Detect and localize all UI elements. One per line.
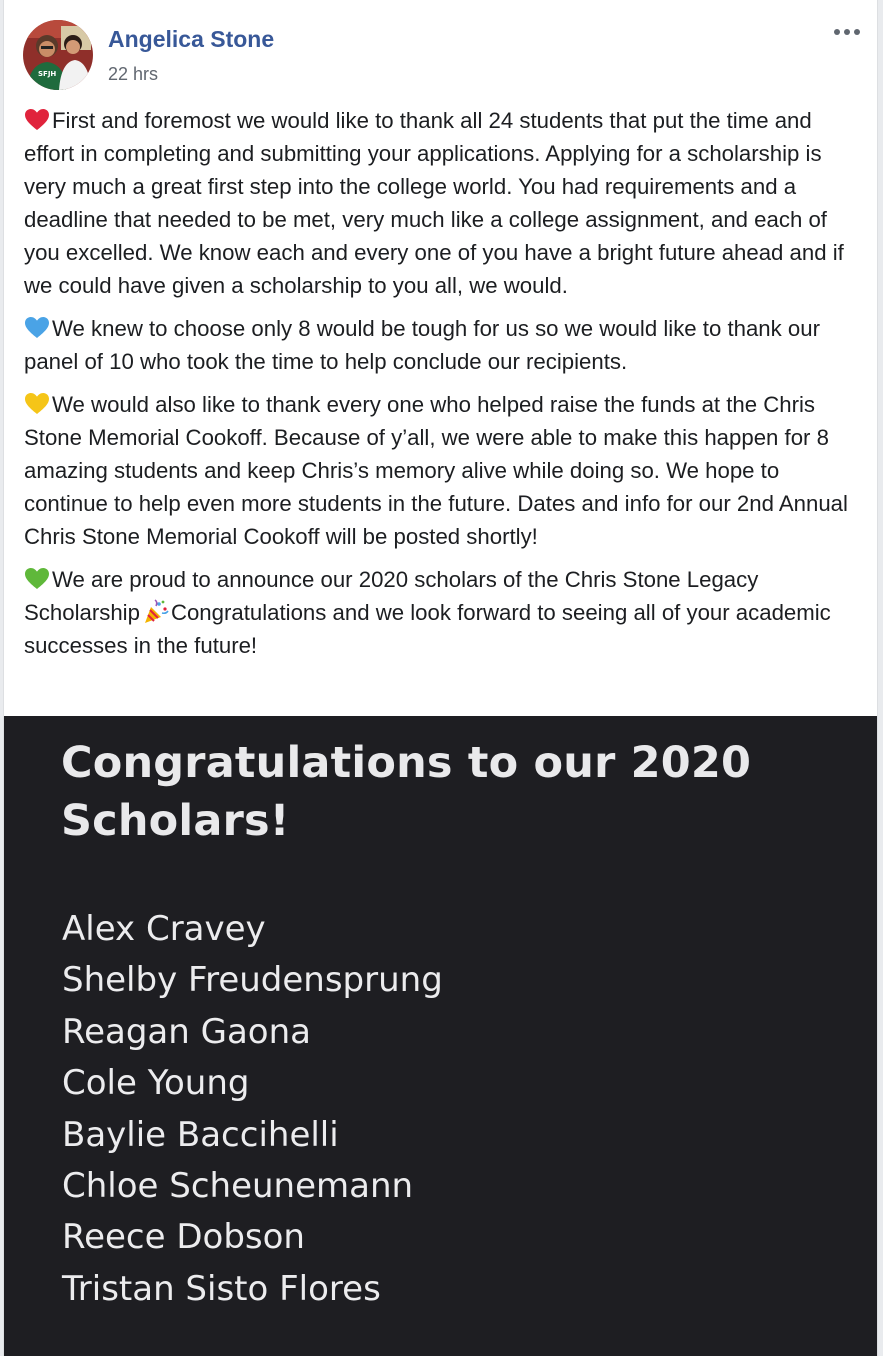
post-paragraph: [24, 563, 861, 662]
post-text: [4, 100, 877, 662]
post-paragraph: [24, 104, 861, 302]
green-heart-icon: [24, 567, 50, 591]
scholar-name: Shelby Freudensprung: [62, 960, 443, 1001]
avatar-photo-icon: [23, 20, 93, 90]
post-paragraph: [24, 388, 861, 553]
scholar-name: Chloe Scheunemann: [62, 1166, 414, 1207]
scholar-name: Cole Young: [62, 1063, 250, 1104]
red-heart-icon: [24, 108, 50, 132]
paragraph-text: We are proud to announce our 2020 scholars of the Chris Stone Legacy Scholarship: [24, 567, 759, 625]
scholar-name: Tristan Sisto Flores: [62, 1268, 381, 1309]
photo-heading: Congratulations to our 2020 Scholars!: [61, 738, 752, 846]
paragraph-text: We knew to choose only 8 would be tough for us so we would like to thank our panel of 10 who took the time to help conclude our recipients.: [24, 316, 820, 374]
post-timestamp[interactable]: 22 hrs: [108, 64, 159, 84]
paragraph-text: First and foremost we would like to thank all 24 students that put the time and effort in completing and submitting your applications. Applying for a scholarship is very much a great first step into the college world. You had requirements and a deadline that needed to be met, very much like a college assignment, and each of you excelled. We know each and every one of you have a bright future ahead and if we could have given a scholarship to you all, we would.: [24, 108, 844, 298]
scholar-list: [62, 904, 443, 1315]
post-paragraph: [24, 312, 861, 378]
paragraph-text: Congratulations and we look forward to seeing all of your academic successes in the future!: [24, 600, 831, 658]
scholar-name: Reece Dobson: [62, 1217, 305, 1258]
yellow-heart-icon: [24, 392, 50, 416]
more-dot: [844, 29, 850, 35]
more-dot: [854, 29, 860, 35]
post-photo[interactable]: [4, 716, 878, 1356]
paragraph-text: We would also like to thank every one who helped raise the funds at the Chris Stone Memorial Cookoff. Because of y’all, we were able to make this happen for 8 amazing students and keep Chris’s memory alive while doing so. We hope to continue to help even more students in the future. Dates and info for our 2nd Annual Chris Stone Memorial Cookoff will be posted shortly!: [24, 392, 848, 549]
party-popper-icon: [143, 599, 169, 625]
facebook-post: [3, 0, 878, 1356]
svg-text:SFJH: SFJH: [38, 70, 57, 78]
post-header: [4, 0, 877, 100]
author-avatar[interactable]: [23, 20, 93, 90]
blue-heart-icon: [24, 316, 50, 340]
scholar-name: Alex Cravey: [62, 909, 266, 949]
scholar-name: Baylie Baccihelli: [62, 1114, 339, 1155]
more-horizontal-icon[interactable]: [829, 18, 865, 46]
scholar-name: Reagan Gaona: [62, 1011, 311, 1052]
author-name[interactable]: Angelica Stone: [108, 26, 275, 52]
more-dot: [834, 29, 840, 35]
